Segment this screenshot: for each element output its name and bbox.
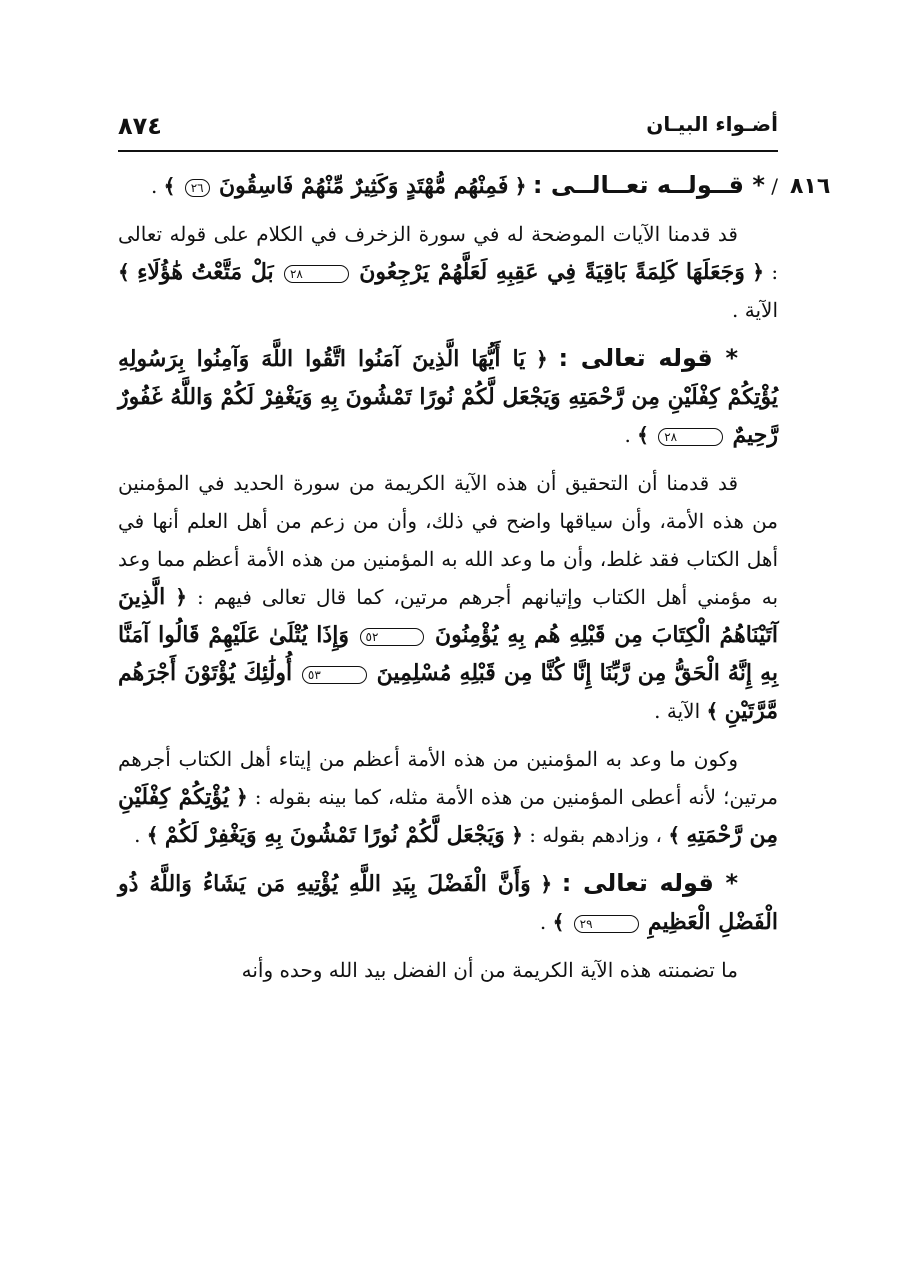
section-heading-1 [118, 166, 778, 205]
verse-close-bracket: ﴾ [146, 823, 159, 847]
quran-verse: وَجَعَلَهَا كَلِمَةً بَاقِيَةً فِي عَقِبِهِ لَعَلَّهُمْ يَرْجِعُونَ [359, 259, 745, 285]
sentence-end: . [150, 174, 158, 198]
paragraph-3 [118, 740, 778, 854]
quran-verse: فَمِنْهُم مُّهْتَدٍ وَكَثِيرٌ مِّنْهُمْ فَاسِقُونَ [218, 173, 509, 199]
sentence-end: . [624, 423, 631, 447]
page-break-slash: / [771, 174, 778, 198]
section-heading-2 [118, 339, 778, 454]
quran-verse: وَيَجْعَل لَّكُمْ نُورًا تَمْشُونَ بِهِ وَيَغْفِرْ لَكُمْ [164, 822, 505, 848]
page-number: ٨٧٤ [118, 112, 162, 140]
heading-lead: * قوله تعالى : [561, 869, 739, 897]
verse-close-bracket: ﴾ [163, 174, 176, 198]
quran-verse: الَّذِينَ آتَيْنَاهُمُ الْكِتَابَ مِن قَبْلِهِ هُم بِهِ يُؤْمِنُونَ [118, 584, 778, 648]
paragraph-text: وكون ما وعد به المؤمنين من هذه الأمة أعظم من إيتاء أهل الكتاب أجرهم مرتين؛ لأنه أعطى المؤمنين من هذه الأمة مثله، كما بينه بقوله : [118, 747, 779, 809]
paragraph-text: ما تضمنته هذه الآية الكريمة من أن الفضل بيد الله وحده وأنه [241, 958, 738, 982]
quran-verse: وَإِذَا يُتْلَىٰ عَلَيْهِمْ قَالُوا آمَنَّا بِهِ إِنَّهُ الْحَقُّ مِن رَّبِّنَا إِنَّا كُنَّا مِن قَبْلِهِ مُسْلِمِينَ [118, 622, 778, 686]
verse-open-bracket: ﴿ [540, 872, 553, 896]
header-rule [118, 150, 778, 152]
quran-verse: أُولَٰئِكَ يُؤْتَوْنَ أَجْرَهُم مَّرَّتَيْنِ [118, 660, 778, 724]
verse-open-bracket: ﴿ [511, 823, 523, 847]
heading-lead: * قــولــه تعــالــى : [532, 171, 765, 199]
section-heading-3 [118, 864, 778, 941]
verse-open-bracket: ﴿ [175, 585, 187, 609]
paragraph-text: قد قدمنا الآيات الموضحة له في سورة الزخرف في الكلام على قوله تعالى : [118, 222, 779, 284]
margin-page-reference: ٨١٦ [790, 174, 831, 199]
paragraph-4 [118, 951, 778, 989]
ayah-number-marker: ٢٨ [658, 428, 723, 446]
paragraph-text: ، وزادهم بقوله : [529, 823, 662, 847]
ayah-number-marker: ٢٦ [185, 179, 210, 197]
page-body [118, 166, 778, 999]
paragraph-tail: الآية . [654, 699, 701, 723]
paragraph-text: قد قدمنا أن التحقيق أن هذه الآية الكريمة من سورة الحديد في المؤمنين من هذه الأمة، وأن سياقها واضح في ذلك، وأن من زعم من أهل العلم أنها في أهل الكتاب فقد غلط، وأن ما وعد الله به المؤمنين من هذه الأمة أعظم مما وعد به مؤمني أهل الكتاب وإتيانهم أجرهم مرتين، كما قال تعالى فيهم : [118, 471, 779, 609]
quran-verse: يَا أَيُّهَا الَّذِينَ آمَنُوا اتَّقُوا اللَّهَ وَآمِنُوا بِرَسُولِهِ يُؤْتِكُمْ كِفْلَيْنِ مِن رَّحْمَتِهِ وَيَجْعَل لَّكُمْ نُورًا تَمْشُونَ بِهِ وَيَغْفِرْ لَكُمْ وَاللَّهُ غَفُورٌ رَّحِيمٌ [118, 346, 778, 448]
verse-close-bracket: ﴾ [706, 699, 719, 723]
verse-open-bracket: ﴿ [514, 174, 527, 198]
ayah-number-marker: ٥٢ [360, 628, 425, 646]
quran-verse: يُؤْتِكُمْ كِفْلَيْنِ مِن رَّحْمَتِهِ [118, 784, 778, 848]
ayah-number-marker: ٢٨ [284, 265, 349, 283]
ayah-number-marker: ٢٩ [574, 915, 639, 933]
verse-open-bracket: ﴿ [236, 785, 248, 809]
paragraph-tail: الآية . [732, 298, 778, 322]
ayah-number-marker: ٥٣ [302, 666, 367, 684]
heading-lead: * قوله تعالى : [558, 344, 739, 372]
verse-close-bracket: ﴾ [118, 260, 130, 284]
quran-verse: بَلْ مَتَّعْتُ هَٰؤُلَاءِ [137, 259, 274, 285]
paragraph-2 [118, 464, 778, 730]
verse-close-bracket: ﴾ [668, 823, 681, 847]
paragraph-1 [118, 215, 778, 329]
verse-open-bracket: ﴿ [752, 260, 764, 284]
running-title: أضـواء البيـان [646, 112, 778, 136]
page-header [118, 112, 778, 152]
sentence-end: . [134, 823, 141, 847]
quran-verse: وَأَنَّ الْفَضْلَ بِيَدِ اللَّهِ يُؤْتِيهِ مَن يَشَاءُ وَاللَّهُ ذُو الْفَضْلِ الْعَظِيمِ [118, 871, 778, 935]
verse-close-bracket: ﴾ [637, 423, 649, 447]
verse-open-bracket: ﴿ [536, 347, 548, 371]
verse-close-bracket: ﴾ [552, 910, 565, 934]
sentence-end: . [539, 910, 547, 934]
